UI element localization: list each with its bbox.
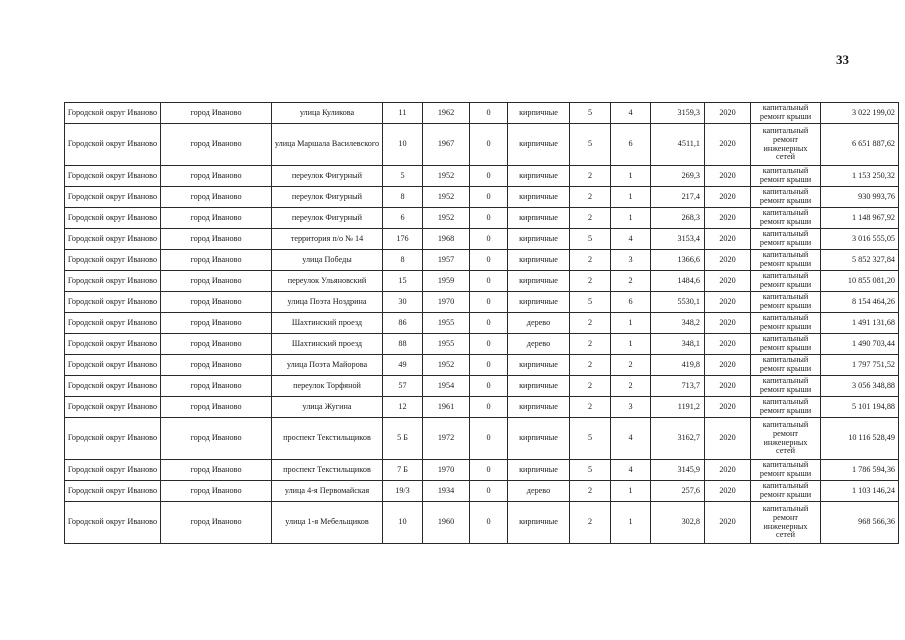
plan-year-cell: 2020 bbox=[705, 187, 751, 208]
house-number-cell: 86 bbox=[383, 313, 423, 334]
floors-cell: 2 bbox=[570, 334, 611, 355]
plan-year-cell: 2020 bbox=[705, 355, 751, 376]
build-year-cell: 1968 bbox=[423, 229, 470, 250]
cost-cell: 3 056 348,88 bbox=[821, 376, 899, 397]
district-cell: Городской округ Иваново bbox=[65, 271, 161, 292]
street-cell: переулок Фигурный bbox=[272, 187, 383, 208]
entrances-cell: 1 bbox=[611, 481, 651, 502]
build-year-cell: 1967 bbox=[423, 124, 470, 166]
street-cell: переулок Торфяной bbox=[272, 376, 383, 397]
city-cell: город Иваново bbox=[161, 250, 272, 271]
cost-cell: 1 797 751,52 bbox=[821, 355, 899, 376]
house-number-cell: 8 bbox=[383, 250, 423, 271]
area-cell: 1484,6 bbox=[651, 271, 705, 292]
house-number-cell: 7 Б bbox=[383, 460, 423, 481]
build-year-cell: 1954 bbox=[423, 376, 470, 397]
city-cell: город Иваново bbox=[161, 103, 272, 124]
city-cell: город Иваново bbox=[161, 418, 272, 460]
city-cell: город Иваново bbox=[161, 229, 272, 250]
build-year-cell: 1960 bbox=[423, 502, 470, 544]
area-cell: 269,3 bbox=[651, 166, 705, 187]
plan-year-cell: 2020 bbox=[705, 292, 751, 313]
repair-registry-table bbox=[64, 102, 899, 544]
area-cell: 1366,6 bbox=[651, 250, 705, 271]
build-year-cell: 1955 bbox=[423, 334, 470, 355]
house-number-cell: 6 bbox=[383, 208, 423, 229]
area-cell: 302,8 bbox=[651, 502, 705, 544]
work-type-cell: капитальный ремонт крыши bbox=[751, 271, 821, 292]
city-cell: город Иваново bbox=[161, 166, 272, 187]
city-cell: город Иваново bbox=[161, 208, 272, 229]
street-cell: переулок Фигурный bbox=[272, 208, 383, 229]
cost-cell: 5 101 194,88 bbox=[821, 397, 899, 418]
wall-material-cell: кирпичные bbox=[508, 418, 570, 460]
work-type-cell: капитальный ремонт крыши bbox=[751, 250, 821, 271]
street-cell: улица Победы bbox=[272, 250, 383, 271]
build-year-cell: 1961 bbox=[423, 397, 470, 418]
work-type-cell: капитальный ремонт крыши bbox=[751, 313, 821, 334]
build-year-cell: 1959 bbox=[423, 271, 470, 292]
zero-value-cell: 0 bbox=[470, 334, 508, 355]
entrances-cell: 3 bbox=[611, 250, 651, 271]
district-cell: Городской округ Иваново bbox=[65, 481, 161, 502]
plan-year-cell: 2020 bbox=[705, 229, 751, 250]
area-cell: 5530,1 bbox=[651, 292, 705, 313]
plan-year-cell: 2020 bbox=[705, 460, 751, 481]
street-cell: улица Куликова bbox=[272, 103, 383, 124]
table-row bbox=[65, 313, 899, 334]
city-cell: город Иваново bbox=[161, 481, 272, 502]
wall-material-cell: кирпичные bbox=[508, 502, 570, 544]
entrances-cell: 1 bbox=[611, 187, 651, 208]
city-cell: город Иваново bbox=[161, 313, 272, 334]
entrances-cell: 3 bbox=[611, 397, 651, 418]
table-row bbox=[65, 103, 899, 124]
zero-value-cell: 0 bbox=[470, 292, 508, 313]
entrances-cell: 2 bbox=[611, 355, 651, 376]
city-cell: город Иваново bbox=[161, 124, 272, 166]
table-row bbox=[65, 292, 899, 313]
plan-year-cell: 2020 bbox=[705, 313, 751, 334]
district-cell: Городской округ Иваново bbox=[65, 313, 161, 334]
area-cell: 348,2 bbox=[651, 313, 705, 334]
floors-cell: 2 bbox=[570, 187, 611, 208]
cost-cell: 1 153 250,32 bbox=[821, 166, 899, 187]
work-type-cell: капитальный ремонт инженерных сетей bbox=[751, 124, 821, 166]
zero-value-cell: 0 bbox=[470, 124, 508, 166]
build-year-cell: 1970 bbox=[423, 460, 470, 481]
area-cell: 348,1 bbox=[651, 334, 705, 355]
plan-year-cell: 2020 bbox=[705, 481, 751, 502]
district-cell: Городской округ Иваново bbox=[65, 418, 161, 460]
work-type-cell: капитальный ремонт крыши bbox=[751, 187, 821, 208]
zero-value-cell: 0 bbox=[470, 355, 508, 376]
house-number-cell: 57 bbox=[383, 376, 423, 397]
house-number-cell: 30 bbox=[383, 292, 423, 313]
page-number: 33 bbox=[836, 52, 849, 67]
street-cell: улица Жугина bbox=[272, 397, 383, 418]
floors-cell: 5 bbox=[570, 418, 611, 460]
plan-year-cell: 2020 bbox=[705, 502, 751, 544]
street-cell: улица Поэта Ноздрина bbox=[272, 292, 383, 313]
entrances-cell: 4 bbox=[611, 229, 651, 250]
cost-cell: 5 852 327,84 bbox=[821, 250, 899, 271]
table-row bbox=[65, 208, 899, 229]
city-cell: город Иваново bbox=[161, 292, 272, 313]
build-year-cell: 1952 bbox=[423, 208, 470, 229]
floors-cell: 5 bbox=[570, 292, 611, 313]
area-cell: 257,6 bbox=[651, 481, 705, 502]
city-cell: город Иваново bbox=[161, 334, 272, 355]
street-cell: улица 4-я Первомайская bbox=[272, 481, 383, 502]
build-year-cell: 1934 bbox=[423, 481, 470, 502]
cost-cell: 1 490 703,44 bbox=[821, 334, 899, 355]
floors-cell: 5 bbox=[570, 124, 611, 166]
district-cell: Городской округ Иваново bbox=[65, 208, 161, 229]
table-row bbox=[65, 355, 899, 376]
zero-value-cell: 0 bbox=[470, 250, 508, 271]
floors-cell: 2 bbox=[570, 376, 611, 397]
cost-cell: 10 116 528,49 bbox=[821, 418, 899, 460]
zero-value-cell: 0 bbox=[470, 229, 508, 250]
plan-year-cell: 2020 bbox=[705, 376, 751, 397]
city-cell: город Иваново bbox=[161, 376, 272, 397]
entrances-cell: 4 bbox=[611, 460, 651, 481]
plan-year-cell: 2020 bbox=[705, 166, 751, 187]
district-cell: Городской округ Иваново bbox=[65, 124, 161, 166]
floors-cell: 5 bbox=[570, 229, 611, 250]
house-number-cell: 10 bbox=[383, 124, 423, 166]
cost-cell: 10 855 081,20 bbox=[821, 271, 899, 292]
wall-material-cell: кирпичные bbox=[508, 292, 570, 313]
street-cell: переулок Фигурный bbox=[272, 166, 383, 187]
table-row bbox=[65, 418, 899, 460]
table-row bbox=[65, 250, 899, 271]
entrances-cell: 6 bbox=[611, 292, 651, 313]
table-row bbox=[65, 187, 899, 208]
district-cell: Городской округ Иваново bbox=[65, 166, 161, 187]
zero-value-cell: 0 bbox=[470, 103, 508, 124]
district-cell: Городской округ Иваново bbox=[65, 334, 161, 355]
wall-material-cell: кирпичные bbox=[508, 124, 570, 166]
wall-material-cell: кирпичные bbox=[508, 229, 570, 250]
area-cell: 713,7 bbox=[651, 376, 705, 397]
city-cell: город Иваново bbox=[161, 271, 272, 292]
plan-year-cell: 2020 bbox=[705, 271, 751, 292]
entrances-cell: 1 bbox=[611, 502, 651, 544]
area-cell: 1191,2 bbox=[651, 397, 705, 418]
work-type-cell: капитальный ремонт инженерных сетей bbox=[751, 418, 821, 460]
cost-cell: 3 016 555,05 bbox=[821, 229, 899, 250]
cost-cell: 1 148 967,92 bbox=[821, 208, 899, 229]
work-type-cell: капитальный ремонт крыши bbox=[751, 376, 821, 397]
build-year-cell: 1957 bbox=[423, 250, 470, 271]
district-cell: Городской округ Иваново bbox=[65, 229, 161, 250]
table-row bbox=[65, 376, 899, 397]
zero-value-cell: 0 bbox=[470, 166, 508, 187]
work-type-cell: капитальный ремонт крыши bbox=[751, 229, 821, 250]
cost-cell: 6 651 887,62 bbox=[821, 124, 899, 166]
zero-value-cell: 0 bbox=[470, 502, 508, 544]
street-cell: переулок Ульяновский bbox=[272, 271, 383, 292]
street-cell: улица 1-я Мебельщиков bbox=[272, 502, 383, 544]
floors-cell: 2 bbox=[570, 250, 611, 271]
cost-cell: 1 491 131,68 bbox=[821, 313, 899, 334]
cost-cell: 3 022 199,02 bbox=[821, 103, 899, 124]
wall-material-cell: кирпичные bbox=[508, 187, 570, 208]
house-number-cell: 15 bbox=[383, 271, 423, 292]
cost-cell: 968 566,36 bbox=[821, 502, 899, 544]
wall-material-cell: кирпичные bbox=[508, 376, 570, 397]
area-cell: 217,4 bbox=[651, 187, 705, 208]
work-type-cell: капитальный ремонт крыши bbox=[751, 397, 821, 418]
house-number-cell: 5 bbox=[383, 166, 423, 187]
street-cell: Шахтинский проезд bbox=[272, 313, 383, 334]
wall-material-cell: дерево bbox=[508, 481, 570, 502]
table-row bbox=[65, 271, 899, 292]
floors-cell: 2 bbox=[570, 208, 611, 229]
table-row bbox=[65, 166, 899, 187]
wall-material-cell: кирпичные bbox=[508, 271, 570, 292]
zero-value-cell: 0 bbox=[470, 313, 508, 334]
table-row bbox=[65, 481, 899, 502]
floors-cell: 2 bbox=[570, 166, 611, 187]
plan-year-cell: 2020 bbox=[705, 418, 751, 460]
cost-cell: 1 786 594,36 bbox=[821, 460, 899, 481]
work-type-cell: капитальный ремонт крыши bbox=[751, 166, 821, 187]
zero-value-cell: 0 bbox=[470, 418, 508, 460]
table-row bbox=[65, 502, 899, 544]
zero-value-cell: 0 bbox=[470, 187, 508, 208]
entrances-cell: 1 bbox=[611, 313, 651, 334]
build-year-cell: 1952 bbox=[423, 355, 470, 376]
plan-year-cell: 2020 bbox=[705, 208, 751, 229]
entrances-cell: 6 bbox=[611, 124, 651, 166]
zero-value-cell: 0 bbox=[470, 271, 508, 292]
area-cell: 3159,3 bbox=[651, 103, 705, 124]
area-cell: 3153,4 bbox=[651, 229, 705, 250]
house-number-cell: 49 bbox=[383, 355, 423, 376]
city-cell: город Иваново bbox=[161, 460, 272, 481]
city-cell: город Иваново bbox=[161, 397, 272, 418]
plan-year-cell: 2020 bbox=[705, 124, 751, 166]
plan-year-cell: 2020 bbox=[705, 103, 751, 124]
floors-cell: 5 bbox=[570, 460, 611, 481]
district-cell: Городской округ Иваново bbox=[65, 355, 161, 376]
table-row bbox=[65, 229, 899, 250]
zero-value-cell: 0 bbox=[470, 208, 508, 229]
floors-cell: 2 bbox=[570, 397, 611, 418]
build-year-cell: 1962 bbox=[423, 103, 470, 124]
area-cell: 3162,7 bbox=[651, 418, 705, 460]
floors-cell: 5 bbox=[570, 103, 611, 124]
wall-material-cell: кирпичные bbox=[508, 397, 570, 418]
work-type-cell: капитальный ремонт крыши bbox=[751, 208, 821, 229]
wall-material-cell: дерево bbox=[508, 334, 570, 355]
street-cell: проспект Текстильщиков bbox=[272, 460, 383, 481]
cost-cell: 8 154 464,26 bbox=[821, 292, 899, 313]
house-number-cell: 8 bbox=[383, 187, 423, 208]
work-type-cell: капитальный ремонт крыши bbox=[751, 103, 821, 124]
table-row bbox=[65, 397, 899, 418]
build-year-cell: 1972 bbox=[423, 418, 470, 460]
table-row bbox=[65, 460, 899, 481]
plan-year-cell: 2020 bbox=[705, 397, 751, 418]
wall-material-cell: кирпичные bbox=[508, 166, 570, 187]
wall-material-cell: кирпичные bbox=[508, 355, 570, 376]
district-cell: Городской округ Иваново bbox=[65, 292, 161, 313]
district-cell: Городской округ Иваново bbox=[65, 460, 161, 481]
work-type-cell: капитальный ремонт инженерных сетей bbox=[751, 502, 821, 544]
entrances-cell: 1 bbox=[611, 208, 651, 229]
zero-value-cell: 0 bbox=[470, 376, 508, 397]
entrances-cell: 1 bbox=[611, 334, 651, 355]
district-cell: Городской округ Иваново bbox=[65, 397, 161, 418]
city-cell: город Иваново bbox=[161, 502, 272, 544]
zero-value-cell: 0 bbox=[470, 460, 508, 481]
street-cell: улица Маршала Василевского bbox=[272, 124, 383, 166]
floors-cell: 2 bbox=[570, 271, 611, 292]
area-cell: 419,8 bbox=[651, 355, 705, 376]
floors-cell: 2 bbox=[570, 481, 611, 502]
district-cell: Городской округ Иваново bbox=[65, 502, 161, 544]
build-year-cell: 1970 bbox=[423, 292, 470, 313]
entrances-cell: 2 bbox=[611, 271, 651, 292]
wall-material-cell: дерево bbox=[508, 313, 570, 334]
area-cell: 4511,1 bbox=[651, 124, 705, 166]
wall-material-cell: кирпичные bbox=[508, 460, 570, 481]
entrances-cell: 4 bbox=[611, 103, 651, 124]
zero-value-cell: 0 bbox=[470, 481, 508, 502]
house-number-cell: 10 bbox=[383, 502, 423, 544]
work-type-cell: капитальный ремонт крыши bbox=[751, 334, 821, 355]
table-row bbox=[65, 124, 899, 166]
plan-year-cell: 2020 bbox=[705, 250, 751, 271]
entrances-cell: 2 bbox=[611, 376, 651, 397]
work-type-cell: капитальный ремонт крыши bbox=[751, 355, 821, 376]
street-cell: улица Поэта Майорова bbox=[272, 355, 383, 376]
table-row bbox=[65, 334, 899, 355]
street-cell: Шахтинский проезд bbox=[272, 334, 383, 355]
house-number-cell: 12 bbox=[383, 397, 423, 418]
work-type-cell: капитальный ремонт крыши bbox=[751, 460, 821, 481]
street-cell: территория п/о № 14 bbox=[272, 229, 383, 250]
build-year-cell: 1952 bbox=[423, 187, 470, 208]
work-type-cell: капитальный ремонт крыши bbox=[751, 292, 821, 313]
entrances-cell: 4 bbox=[611, 418, 651, 460]
house-number-cell: 11 bbox=[383, 103, 423, 124]
district-cell: Городской округ Иваново bbox=[65, 376, 161, 397]
zero-value-cell: 0 bbox=[470, 397, 508, 418]
cost-cell: 930 993,76 bbox=[821, 187, 899, 208]
house-number-cell: 19/3 bbox=[383, 481, 423, 502]
house-number-cell: 176 bbox=[383, 229, 423, 250]
work-type-cell: капитальный ремонт крыши bbox=[751, 481, 821, 502]
wall-material-cell: кирпичные bbox=[508, 250, 570, 271]
district-cell: Городской округ Иваново bbox=[65, 250, 161, 271]
area-cell: 268,3 bbox=[651, 208, 705, 229]
cost-cell: 1 103 146,24 bbox=[821, 481, 899, 502]
house-number-cell: 88 bbox=[383, 334, 423, 355]
house-number-cell: 5 Б bbox=[383, 418, 423, 460]
table-body bbox=[65, 103, 899, 544]
wall-material-cell: кирпичные bbox=[508, 208, 570, 229]
area-cell: 3145,9 bbox=[651, 460, 705, 481]
street-cell: проспект Текстильщиков bbox=[272, 418, 383, 460]
entrances-cell: 1 bbox=[611, 166, 651, 187]
wall-material-cell: кирпичные bbox=[508, 103, 570, 124]
city-cell: город Иваново bbox=[161, 355, 272, 376]
district-cell: Городской округ Иваново bbox=[65, 103, 161, 124]
plan-year-cell: 2020 bbox=[705, 334, 751, 355]
build-year-cell: 1952 bbox=[423, 166, 470, 187]
city-cell: город Иваново bbox=[161, 187, 272, 208]
build-year-cell: 1955 bbox=[423, 313, 470, 334]
floors-cell: 2 bbox=[570, 355, 611, 376]
floors-cell: 2 bbox=[570, 313, 611, 334]
district-cell: Городской округ Иваново bbox=[65, 187, 161, 208]
floors-cell: 2 bbox=[570, 502, 611, 544]
